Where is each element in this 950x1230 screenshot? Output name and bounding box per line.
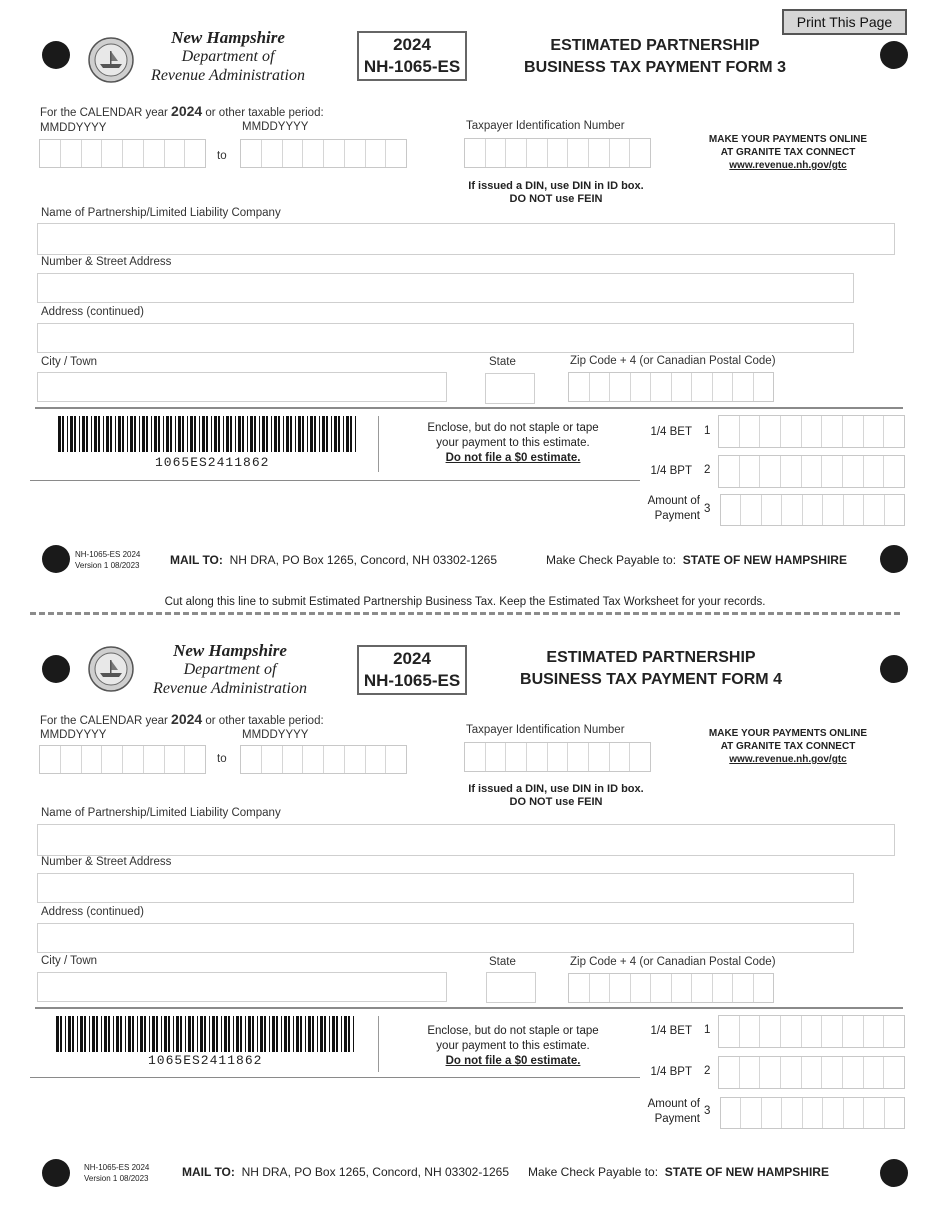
tin-input[interactable] [464, 138, 651, 168]
date-format-to: MMDDYYYY [242, 729, 309, 741]
zip-input[interactable] [568, 372, 774, 402]
city-input[interactable] [37, 372, 447, 402]
line2-number: 2 [704, 464, 711, 476]
mail-to: MAIL TO: NH DRA, PO Box 1265, Concord, NH 03302-1265 [170, 553, 498, 567]
payment-amount-input[interactable] [720, 494, 905, 526]
print-page-button[interactable]: Print This Page [782, 9, 907, 35]
date-format-from: MMDDYYYY [40, 729, 107, 741]
vertical-divider [378, 416, 379, 472]
registration-dot-icon [880, 41, 908, 69]
din-note: If issued a DIN, use DIN in ID box. DO NOT use FEIN [468, 180, 644, 205]
agency-name: New Hampshire Department of Revenue Administration [153, 641, 307, 697]
zip-label: Zip Code + 4 (or Canadian Postal Code) [570, 355, 776, 367]
payment-amount-input[interactable] [720, 1097, 905, 1129]
period-label: For the CALENDAR year 2024 or other taxable period: [40, 103, 324, 119]
version-info: NH-1065-ES 2024 Version 1 08/2023 [84, 1163, 150, 1183]
section-divider [35, 1007, 903, 1009]
period-end-date-input[interactable] [240, 139, 407, 168]
zip-label: Zip Code + 4 (or Canadian Postal Code) [570, 956, 776, 968]
state-input[interactable] [486, 972, 536, 1003]
form-id-box: 2024 NH-1065-ES [357, 645, 467, 695]
line1-number: 1 [704, 1024, 711, 1036]
version-info: NH-1065-ES 2024 Version 1 08/2023 [75, 550, 141, 570]
section-divider [35, 407, 903, 409]
barcode-number: 1065ES2411862 [148, 1053, 263, 1068]
city-label: City / Town [41, 356, 98, 368]
cut-instruction: Cut along this line to submit Estimated Partnership Business Tax. Keep the Estimated Tax Worksheet for your records. [164, 596, 766, 608]
street-label: Number & Street Address [41, 256, 172, 268]
address-continued-input[interactable] [37, 923, 854, 953]
partnership-name-input[interactable] [37, 223, 895, 255]
registration-dot-icon [42, 655, 70, 683]
bet-amount-input[interactable] [718, 1015, 905, 1048]
period-start-date-input[interactable] [39, 745, 206, 774]
period-label: For the CALENDAR year 2024 or other taxable period: [40, 711, 324, 727]
cut-line [30, 612, 900, 615]
tin-label: Taxpayer Identification Number [466, 724, 625, 736]
line3-label: Amount of Payment [647, 495, 700, 522]
enclose-note: Enclose, but do not staple or tape your payment to this estimate. Do not file a $0 estimate. [427, 1025, 599, 1067]
tin-input[interactable] [464, 742, 651, 772]
registration-dot-icon [42, 1159, 70, 1187]
online-payment-note: MAKE YOUR PAYMENTS ONLINE AT GRANITE TAX CONNECT www.revenue.nh.gov/gtc [690, 727, 886, 766]
online-payment-note: MAKE YOUR PAYMENTS ONLINE AT GRANITE TAX CONNECT www.revenue.nh.gov/gtc [690, 133, 886, 172]
bet-amount-input[interactable] [718, 415, 905, 448]
payable-to: Make Check Payable to: STATE OF NEW HAMPSHIRE [528, 1165, 829, 1179]
agency-name: New Hampshire Department of Revenue Administration [151, 28, 305, 84]
city-label: City / Town [41, 955, 98, 967]
state-label: State [489, 356, 516, 368]
registration-dot-icon [880, 1159, 908, 1187]
name-label: Name of Partnership/Limited Liability Company [41, 807, 281, 819]
partnership-name-input[interactable] [37, 824, 895, 856]
bpt-amount-input[interactable] [718, 1056, 905, 1089]
line2-label: 1/4 BPT [650, 465, 692, 477]
tin-label: Taxpayer Identification Number [466, 120, 625, 132]
period-end-date-input[interactable] [240, 745, 407, 774]
line3-label: Amount of Payment [647, 1098, 700, 1125]
city-input[interactable] [37, 972, 447, 1002]
name-label: Name of Partnership/Limited Liability Company [41, 207, 281, 219]
barcode-underline [30, 1077, 640, 1078]
mail-to: MAIL TO: NH DRA, PO Box 1265, Concord, NH 03302-1265 [182, 1165, 510, 1179]
nh-state-seal-icon [88, 646, 134, 692]
registration-dot-icon [880, 545, 908, 573]
vertical-divider [378, 1016, 379, 1072]
to-label: to [217, 753, 227, 765]
date-format-to: MMDDYYYY [242, 121, 309, 133]
barcode-number: 1065ES2411862 [155, 455, 270, 470]
bpt-amount-input[interactable] [718, 455, 905, 488]
registration-dot-icon [42, 545, 70, 573]
line1-label: 1/4 BET [650, 1025, 692, 1037]
street-label: Number & Street Address [41, 856, 172, 868]
street-address-input[interactable] [37, 273, 854, 303]
line1-number: 1 [704, 425, 711, 437]
line1-label: 1/4 BET [650, 426, 692, 438]
barcode-underline [30, 480, 640, 481]
to-label: to [217, 150, 227, 162]
form-id-box: 2024 NH-1065-ES [357, 31, 467, 81]
gtc-link[interactable]: www.revenue.nh.gov/gtc [729, 754, 847, 765]
street-address-input[interactable] [37, 873, 854, 903]
state-input[interactable] [485, 373, 535, 404]
line3-number: 3 [704, 1105, 711, 1117]
registration-dot-icon [42, 41, 70, 69]
line2-number: 2 [704, 1065, 711, 1077]
line2-label: 1/4 BPT [650, 1066, 692, 1078]
address2-label: Address (continued) [41, 306, 144, 318]
registration-dot-icon [880, 655, 908, 683]
line3-number: 3 [704, 503, 711, 515]
address2-label: Address (continued) [41, 906, 144, 918]
zip-input[interactable] [568, 973, 774, 1003]
payable-to: Make Check Payable to: STATE OF NEW HAMPSHIRE [546, 553, 847, 567]
period-start-date-input[interactable] [39, 139, 206, 168]
state-label: State [489, 956, 516, 968]
form-title: ESTIMATED PARTNERSHIP BUSINESS TAX PAYMENT FORM 3 [524, 37, 786, 76]
gtc-link[interactable]: www.revenue.nh.gov/gtc [729, 160, 847, 171]
address-continued-input[interactable] [37, 323, 854, 353]
din-note: If issued a DIN, use DIN in ID box. DO NOT use FEIN [468, 783, 644, 808]
form-title: ESTIMATED PARTNERSHIP BUSINESS TAX PAYMENT FORM 4 [520, 649, 782, 688]
barcode-image [56, 1016, 359, 1052]
nh-state-seal-icon [88, 37, 134, 83]
barcode-image [58, 416, 361, 452]
enclose-note: Enclose, but do not staple or tape your payment to this estimate. Do not file a $0 estimate. [427, 422, 599, 464]
date-format-from: MMDDYYYY [40, 122, 107, 134]
